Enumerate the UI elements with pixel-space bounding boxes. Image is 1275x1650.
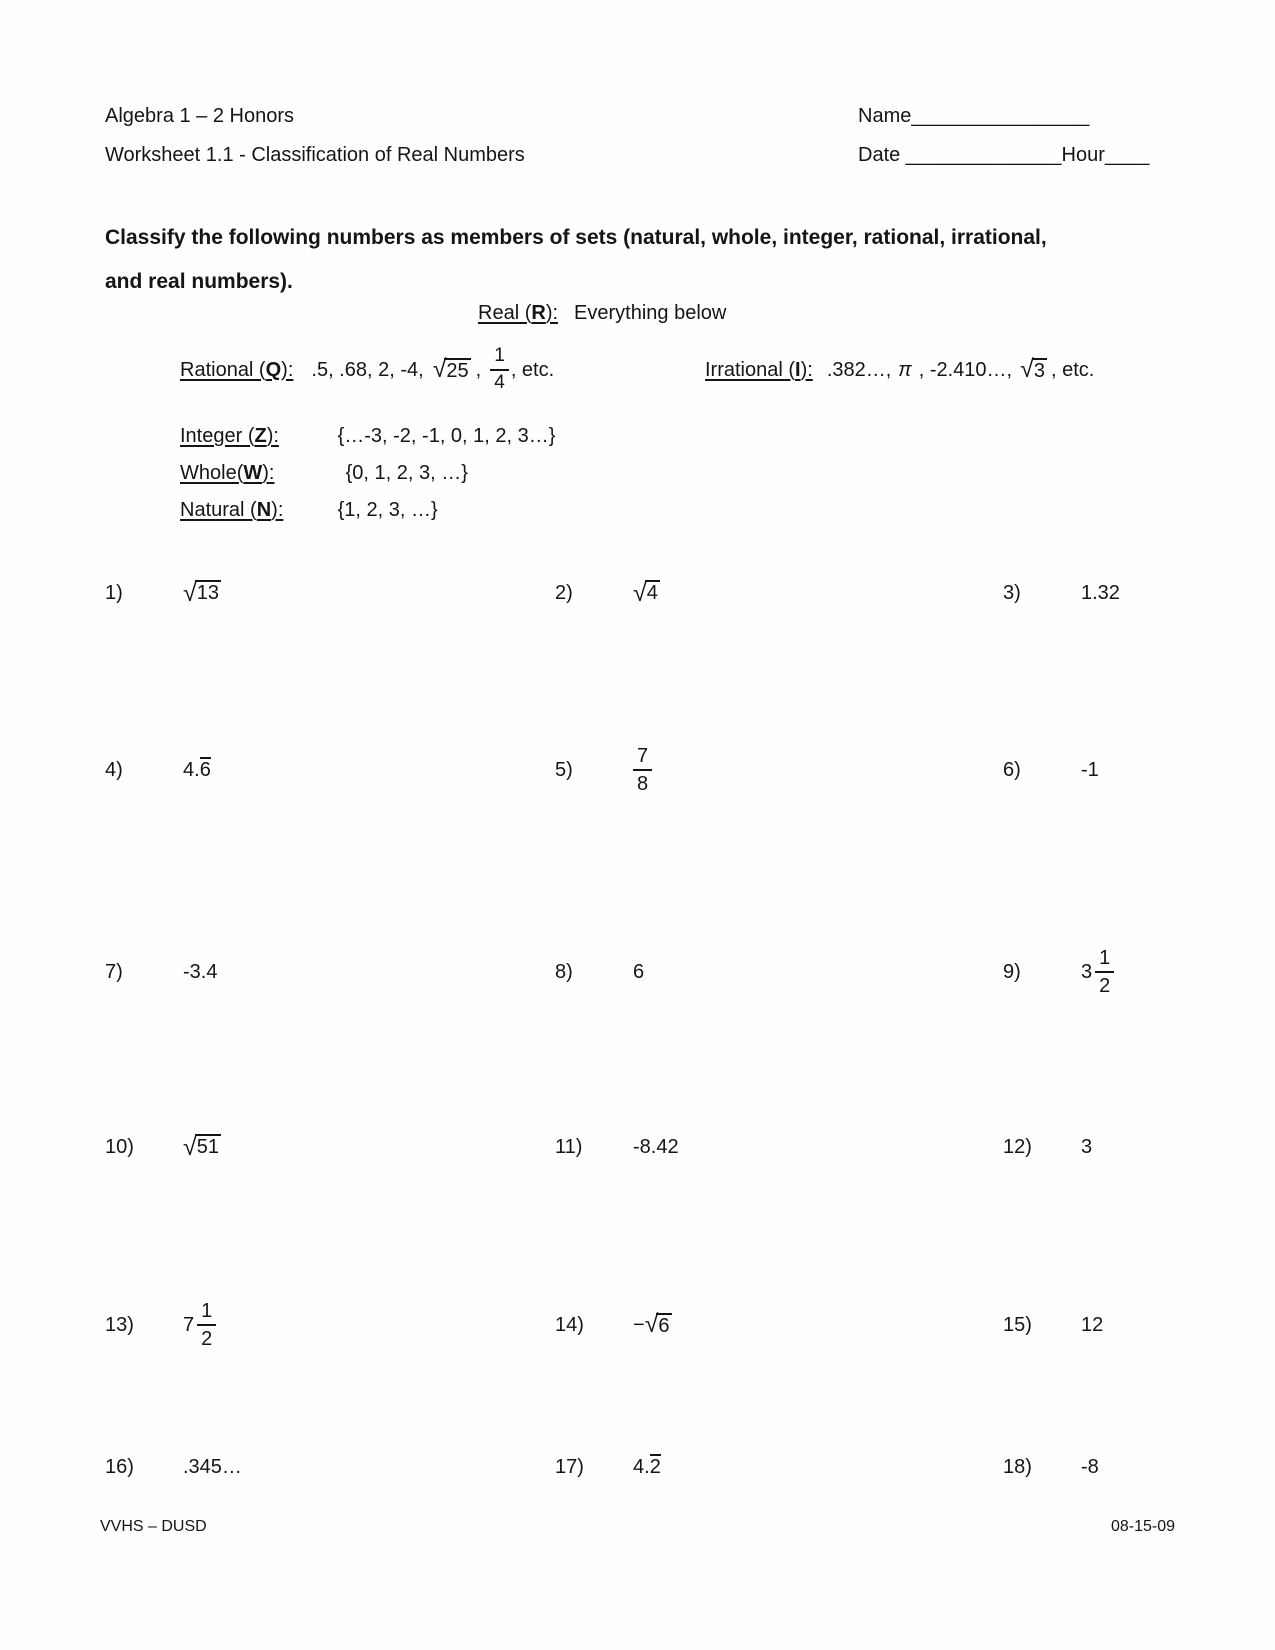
instructions-line-2: and real numbers). [105, 270, 293, 293]
key-real-desc: Everything below [574, 302, 727, 324]
key-integer-set: {…-3, -2, -1, 0, 1, 2, 3…} [337, 425, 556, 447]
problem-2-number: 2) [555, 581, 573, 604]
repeating-overbar: 2 [649, 1455, 661, 1478]
sqrt-25: √ 25 [433, 357, 472, 383]
instructions-line-1: Classify the following numbers as members of sets (natural, whole, integer, rational, irrational, [105, 226, 1047, 249]
key-natural-label: Natural (N): [180, 499, 284, 521]
problem-14-value: − √ 6 [633, 1312, 673, 1338]
radical-icon: √ [432, 355, 447, 383]
key-real-label: Real (R): [478, 302, 559, 324]
problem-10 [105, 1102, 222, 1192]
date-hour-blank-line: Date ______________Hour____ [858, 144, 1150, 166]
problem-15 [1003, 1280, 1103, 1370]
footer-date: 08-15-09 [1110, 1518, 1175, 1535]
key-integer-label: Integer (Z): [180, 425, 279, 447]
problem-6-number: 6) [1003, 758, 1021, 781]
problem-1-value: √ 13 [183, 581, 222, 606]
problem-9-number: 9) [1003, 960, 1021, 983]
repeating-overbar: 6 [199, 758, 211, 781]
problem-18 [1003, 1422, 1099, 1512]
problem-5-number: 5) [555, 758, 573, 781]
footer-school: VVHS – DUSD [100, 1518, 207, 1535]
radical-icon: √ [633, 578, 647, 607]
radical-icon: √ [1020, 355, 1034, 383]
problem-18-number: 18) [1003, 1455, 1032, 1478]
problem-7-value: -3.4 [183, 960, 218, 983]
problem-13-number: 13) [105, 1313, 134, 1336]
problem-13 [105, 1280, 216, 1370]
problem-1 [105, 548, 222, 638]
name-blank-line: Name________________ [858, 105, 1090, 127]
key-irrational-examples: .382…, [826, 358, 892, 381]
minus-sign: − [633, 1313, 645, 1336]
fraction-1-2: $\frac{1}{2}$ [1095, 946, 1114, 998]
problem-17 [555, 1422, 661, 1512]
problem-12-value: 3 [1081, 1135, 1093, 1158]
problem-3 [1003, 548, 1120, 638]
problem-7-number: 7) [105, 960, 123, 983]
problem-4-number: 4) [105, 758, 123, 781]
problem-8 [555, 927, 644, 1017]
key-natural-set: {1, 2, 3, …} [337, 499, 438, 521]
worksheet-title: Worksheet 1.1 - Classification of Real Numbers [105, 144, 525, 166]
problem-15-value: 12 [1081, 1313, 1104, 1336]
problem-11-value: -8.42 [633, 1135, 679, 1158]
problem-5 [555, 725, 652, 815]
course-title: Algebra 1 – 2 Honors [105, 105, 295, 127]
problem-8-value: 6 [633, 960, 645, 983]
key-rational: Rational (Q): .5, .68, 2, -4, √ 25 , $\frac{1}{4}$ , etc. [180, 345, 555, 393]
problem-3-number: 3) [1003, 581, 1021, 604]
key-real [478, 302, 726, 325]
key-irrational: Irrational (I): .382…, π , -2.410…, √ 3 , etc. [705, 355, 1095, 383]
problem-13-value: 7 $\frac{1}{2}$ [183, 1299, 216, 1351]
problem-9-value: 3 $\frac{1}{2}$ [1081, 946, 1114, 998]
fraction-1-4: $\frac{1}{4}$ [490, 345, 509, 395]
problem-4 [105, 725, 211, 815]
problem-17-value: 4. 2 [633, 1455, 661, 1478]
problem-4-value: 4. 6 [183, 758, 211, 781]
key-whole [180, 462, 468, 485]
problem-17-number: 17) [555, 1455, 584, 1478]
problem-14-number: 14) [555, 1313, 584, 1336]
problem-12 [1003, 1102, 1092, 1192]
key-rational-examples: .5, .68, 2, -4, [311, 358, 424, 381]
sqrt-3: √ 3 [1020, 357, 1048, 383]
problem-6-value: -1 [1081, 758, 1099, 781]
problem-8-number: 8) [555, 960, 573, 983]
key-integer [180, 425, 555, 448]
fraction-1-2: $\frac{1}{2}$ [197, 1299, 216, 1351]
fraction-7-8: $\frac{7}{8}$ [633, 744, 652, 796]
problem-3-value: 1.32 [1081, 581, 1120, 604]
key-irrational-label: Irrational (I): [705, 358, 813, 381]
problem-10-number: 10) [105, 1135, 134, 1158]
problem-16-number: 16) [105, 1455, 134, 1478]
problem-2 [555, 548, 661, 638]
problem-6 [1003, 725, 1099, 815]
problem-12-number: 12) [1003, 1135, 1032, 1158]
problem-5-value [633, 744, 652, 796]
radical-icon: √ [183, 1132, 197, 1161]
radical-icon: √ [183, 578, 197, 607]
problem-16 [105, 1422, 242, 1512]
key-natural [180, 499, 438, 522]
problem-1-number: 1) [105, 581, 123, 604]
problem-2-value: √ 4 [633, 581, 661, 606]
problem-9 [1003, 927, 1114, 1017]
problem-18-value: -8 [1081, 1455, 1099, 1478]
problem-10-value: √ 51 [183, 1135, 222, 1160]
problem-15-number: 15) [1003, 1313, 1032, 1336]
problem-11 [555, 1102, 679, 1192]
problem-7 [105, 927, 217, 1017]
key-rational-label: Rational (Q): [180, 358, 294, 381]
problem-14 [555, 1280, 673, 1370]
pi-symbol: π [898, 358, 912, 381]
key-whole-label: Whole(W): [180, 462, 275, 484]
problem-16-value: .345… [183, 1455, 242, 1478]
radical-icon: √ [644, 1310, 659, 1338]
problem-11-number: 11) [555, 1135, 583, 1158]
key-whole-set: {0, 1, 2, 3, …} [345, 462, 468, 484]
